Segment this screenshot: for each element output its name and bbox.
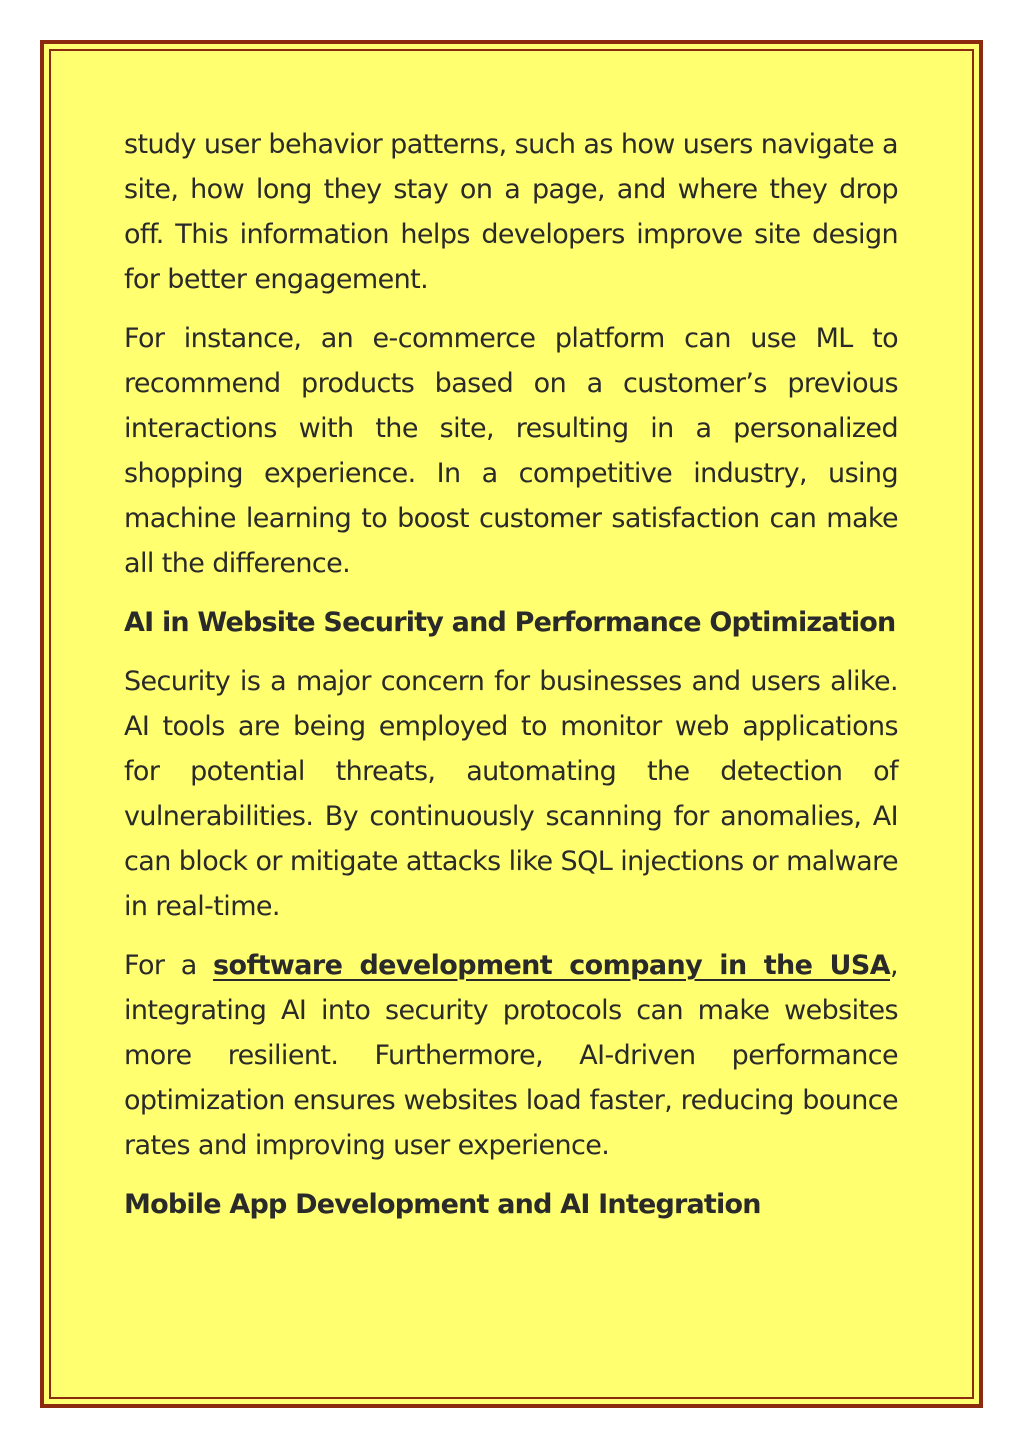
paragraph-ecommerce-example: For instance, an e-commerce platform can use ML to recommend products based on a customer’s previous interactions with the site, resulting in a personalized shopping experience. In a competitive industry, using machine learning to boost customer satisfaction can make all the difference. xyxy=(124,323,898,579)
software-development-company-link[interactable]: software development company in the USA xyxy=(213,950,890,981)
heading-mobile-app: Mobile App Development and AI Integration xyxy=(124,1189,761,1220)
paragraph-security: Security is a major concern for businesses and users alike. AI tools are being employed to monitor web applications for potential threats, automating the detection of vulnerabilities. By continuously scanning for anomalies, AI can block or mitigate attacks like SQL injections or malware in real-time. xyxy=(124,666,898,922)
paragraph-software-company xyxy=(124,943,898,1168)
paragraph-4-suffix: , integrating AI into security protocols can make websites more resilient. Furthermore, AI-driven performance optimization ensures websites load faster, reducing bounce rates and improving user experience. xyxy=(124,950,898,1161)
document-content xyxy=(124,122,898,1241)
paragraph-4-prefix: For a xyxy=(124,950,214,981)
paragraph-user-behavior: study user behavior patterns, such as how users navigate a site, how long they stay on a page, and where they drop off. This information helps developers improve site design for better engagement. xyxy=(124,129,898,295)
heading-ai-security: AI in Website Security and Performance Optimization xyxy=(124,607,896,638)
